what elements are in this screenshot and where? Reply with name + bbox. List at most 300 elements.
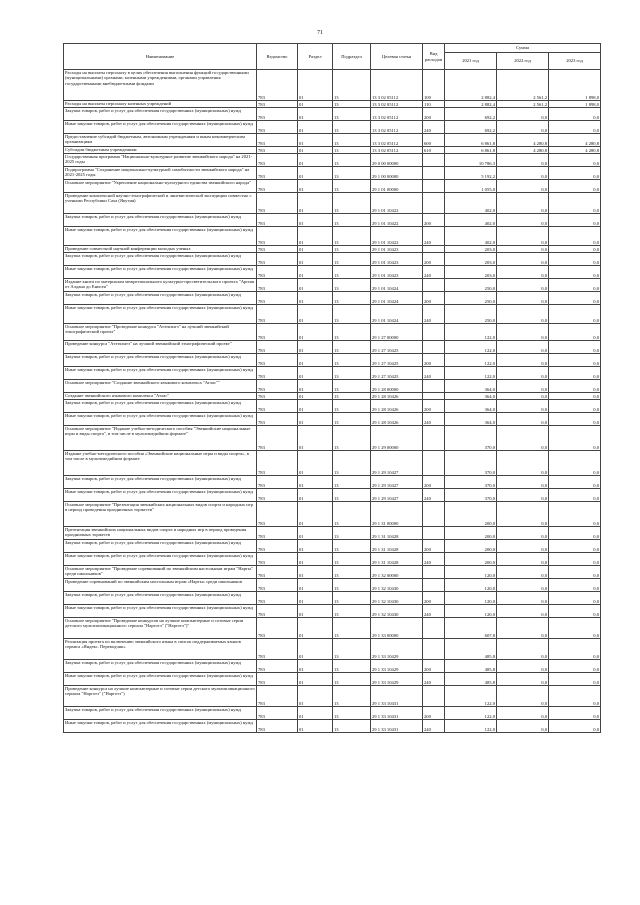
table-row — [64, 101, 601, 108]
row-tselevaya-statya: 29 1 32 10430 — [371, 605, 423, 618]
row-tselevaya-statya: 29 1 01 00000 — [371, 180, 423, 193]
row-tselevaya-statya: 29 1 31 10428 — [371, 540, 423, 553]
row-amount-2021: 485,8 — [445, 639, 497, 660]
row-amount-2023: 0,0 — [549, 502, 601, 527]
row-vedomstvo: 783 — [257, 686, 298, 707]
table-row — [64, 639, 601, 660]
row-tselevaya-statya: 29 1 33 10431 — [371, 720, 423, 733]
row-amount-2023: 0,0 — [549, 367, 601, 380]
row-razdel: 01 — [298, 292, 333, 305]
row-vid-raskhodov: 200 — [423, 292, 445, 305]
table-row — [64, 341, 601, 354]
row-name: Закупка товаров, работ и услуг для обеспечения государственных (муниципальных) нужд — [64, 592, 257, 605]
row-amount-2021: 370,0 — [445, 451, 497, 476]
row-tselevaya-statya: 29 1 01 10424 — [371, 305, 423, 324]
table-row — [64, 489, 601, 502]
table-row — [64, 305, 601, 324]
row-amount-2022: 0,0 — [497, 154, 549, 167]
table-row — [64, 154, 601, 167]
table-row — [64, 707, 601, 720]
row-razdel: 01 — [298, 426, 333, 451]
row-vid-raskhodov — [423, 618, 445, 639]
row-amount-2023: 0,0 — [549, 451, 601, 476]
row-podrazdel: 13 — [333, 180, 371, 193]
row-razdel: 01 — [298, 134, 333, 147]
row-razdel: 01 — [298, 639, 333, 660]
row-name: Проведение конкурса на лучшие компьютерные и сотовые серии детского мультипликационного сериала "Нарготэ" ("Нарготэ") — [64, 686, 257, 707]
row-amount-2023: 4 280,8 — [549, 134, 601, 147]
row-amount-2021: 122,0 — [445, 354, 497, 367]
row-amount-2023: 0,0 — [549, 266, 601, 279]
row-amount-2021: 5 192,2 — [445, 167, 497, 180]
row-amount-2021: 200,0 — [445, 540, 497, 553]
row-vid-raskhodov — [423, 566, 445, 579]
row-tselevaya-statya: 29 1 01 10423 — [371, 266, 423, 279]
row-vid-raskhodov: 200 — [423, 354, 445, 367]
row-amount-2022: 0,0 — [497, 413, 549, 426]
row-vedomstvo: 783 — [257, 413, 298, 426]
row-tselevaya-statya: 29 1 29 10427 — [371, 476, 423, 489]
row-tselevaya-statya: 29 1 01 10422 — [371, 193, 423, 214]
row-podrazdel: 13 — [333, 108, 371, 121]
row-amount-2023: 1 898,0 — [549, 101, 601, 108]
row-name: Закупка товаров, работ и услуг для обеспечения государственных (муниципальных) нужд — [64, 108, 257, 121]
row-razdel: 01 — [298, 227, 333, 246]
row-razdel: 01 — [298, 660, 333, 673]
row-podrazdel: 13 — [333, 660, 371, 673]
row-vedomstvo: 783 — [257, 253, 298, 266]
row-tselevaya-statya: 29 1 29 10427 — [371, 489, 423, 502]
row-razdel: 01 — [298, 147, 333, 154]
row-amount-2021: 364,0 — [445, 393, 497, 400]
table-row — [64, 527, 601, 540]
row-amount-2023: 0,0 — [549, 180, 601, 193]
row-razdel: 01 — [298, 400, 333, 413]
row-amount-2022: 2 561,2 — [497, 101, 549, 108]
header-vid-raskhodov: Вид расходов — [423, 44, 445, 70]
row-amount-2021: 370,0 — [445, 426, 497, 451]
table-row — [64, 686, 601, 707]
table-row — [64, 193, 601, 214]
row-vedomstvo: 783 — [257, 707, 298, 720]
row-amount-2022: 4 280,8 — [497, 134, 549, 147]
row-tselevaya-statya: 13 3 02 05112 — [371, 101, 423, 108]
row-amount-2023: 0,0 — [549, 489, 601, 502]
row-vedomstvo: 783 — [257, 502, 298, 527]
row-name: Проведение соревнований по эвенкийским настольным играм «Нарты» среди школьников — [64, 579, 257, 592]
row-razdel: 01 — [298, 253, 333, 266]
row-vid-raskhodov — [423, 341, 445, 354]
table-row — [64, 618, 601, 639]
row-razdel: 01 — [298, 618, 333, 639]
row-tselevaya-statya: 29 1 33 00000 — [371, 618, 423, 639]
row-razdel: 01 — [298, 246, 333, 253]
row-amount-2021: 122,0 — [445, 686, 497, 707]
row-vid-raskhodov: 200 — [423, 660, 445, 673]
row-vid-raskhodov: 200 — [423, 108, 445, 121]
row-podrazdel: 13 — [333, 167, 371, 180]
table-row — [64, 108, 601, 121]
row-vid-raskhodov: 240 — [423, 121, 445, 134]
row-name: Расходы на выплаты персоналу казенных учреждений — [64, 101, 257, 108]
row-vid-raskhodov: 200 — [423, 400, 445, 413]
row-podrazdel: 13 — [333, 592, 371, 605]
row-amount-2023: 0,0 — [549, 154, 601, 167]
table-row — [64, 292, 601, 305]
row-amount-2021: 2 882,4 — [445, 70, 497, 101]
row-amount-2021: 364,0 — [445, 380, 497, 393]
row-podrazdel: 13 — [333, 476, 371, 489]
row-name: Иные закупки товаров, работ и услуг для обеспечения государственных (муниципальных) нужд — [64, 489, 257, 502]
row-amount-2022: 0,0 — [497, 279, 549, 292]
row-amount-2022: 4 280,8 — [497, 147, 549, 154]
row-amount-2023: 0,0 — [549, 292, 601, 305]
row-vedomstvo: 783 — [257, 227, 298, 246]
header-year-2023: 2023 год — [549, 53, 601, 70]
row-amount-2023: 0,0 — [549, 167, 601, 180]
row-podrazdel: 13 — [333, 253, 371, 266]
row-tselevaya-statya: 29 1 28 10426 — [371, 400, 423, 413]
row-amount-2023: 0,0 — [549, 618, 601, 639]
row-amount-2023: 0,0 — [549, 707, 601, 720]
row-name: Закупка товаров, работ и услуг для обеспечения государственных (муниципальных) нужд — [64, 540, 257, 553]
row-vid-raskhodov — [423, 279, 445, 292]
row-vedomstvo: 783 — [257, 266, 298, 279]
row-vid-raskhodov — [423, 502, 445, 527]
row-amount-2022: 0,0 — [497, 639, 549, 660]
row-tselevaya-statya: 29 1 01 10424 — [371, 279, 423, 292]
row-amount-2023: 0,0 — [549, 660, 601, 673]
row-amount-2023: 1 898,0 — [549, 70, 601, 101]
row-amount-2023: 0,0 — [549, 253, 601, 266]
row-podrazdel: 13 — [333, 451, 371, 476]
row-vedomstvo: 783 — [257, 354, 298, 367]
row-vedomstvo: 783 — [257, 605, 298, 618]
row-amount-2023: 0,0 — [549, 413, 601, 426]
row-podrazdel: 13 — [333, 605, 371, 618]
row-name: Субсидии бюджетным учреждениям — [64, 147, 257, 154]
row-razdel: 01 — [298, 553, 333, 566]
row-vedomstvo: 783 — [257, 134, 298, 147]
row-vedomstvo: 783 — [257, 618, 298, 639]
row-name: Основное мероприятие "Создание эвенкийского языкового комплекса "Атлас"" — [64, 380, 257, 393]
row-vedomstvo: 783 — [257, 246, 298, 253]
row-amount-2022: 0,0 — [497, 707, 549, 720]
row-razdel: 01 — [298, 266, 333, 279]
row-vedomstvo: 783 — [257, 380, 298, 393]
row-podrazdel: 13 — [333, 101, 371, 108]
row-amount-2023: 0,0 — [549, 121, 601, 134]
row-tselevaya-statya: 29 1 27 10425 — [371, 354, 423, 367]
row-razdel: 01 — [298, 720, 333, 733]
header-vedomstvo: Ведомство — [257, 44, 298, 70]
row-amount-2021: 200,0 — [445, 553, 497, 566]
row-name: Реализация проекта по включению эвенкийского языка в список поддерживаемых языков сервиса «Яндекс. Переводчик» — [64, 639, 257, 660]
row-razdel: 01 — [298, 167, 333, 180]
row-tselevaya-statya: 29 1 27 10425 — [371, 367, 423, 380]
row-amount-2023: 0,0 — [549, 476, 601, 489]
row-vedomstvo: 783 — [257, 660, 298, 673]
row-amount-2022: 0,0 — [497, 253, 549, 266]
row-amount-2022: 0,0 — [497, 451, 549, 476]
row-tselevaya-statya: 29 1 32 10430 — [371, 592, 423, 605]
row-tselevaya-statya: 29 1 01 10422 — [371, 227, 423, 246]
row-vedomstvo: 783 — [257, 720, 298, 733]
row-name: Проведение комплексной научно-этнографической и лингвистической экспедиции совместно с учеными Республики Саха (Якутия) — [64, 193, 257, 214]
row-podrazdel: 13 — [333, 121, 371, 134]
row-vid-raskhodov: 240 — [423, 720, 445, 733]
row-amount-2022: 0,0 — [497, 354, 549, 367]
row-name: Закупка товаров, работ и услуг для обеспечения государственных (муниципальных) нужд — [64, 253, 257, 266]
row-razdel: 01 — [298, 108, 333, 121]
row-amount-2021: 692,2 — [445, 121, 497, 134]
row-amount-2021: 120,0 — [445, 579, 497, 592]
table-row — [64, 121, 601, 134]
row-vedomstvo: 783 — [257, 540, 298, 553]
table-row — [64, 180, 601, 193]
row-vid-raskhodov — [423, 393, 445, 400]
row-name: Подпрограмма "Сохранение национально-культурной самобытности эвенкийского народа" на 2021-2025 годы — [64, 167, 257, 180]
row-tselevaya-statya: 29 1 00 00000 — [371, 167, 423, 180]
row-amount-2023: 0,0 — [549, 553, 601, 566]
row-amount-2021: 2 882,4 — [445, 101, 497, 108]
row-podrazdel: 13 — [333, 540, 371, 553]
row-vid-raskhodov: 200 — [423, 214, 445, 227]
row-amount-2022: 0,0 — [497, 400, 549, 413]
row-razdel: 01 — [298, 70, 333, 101]
row-tselevaya-statya: 29 1 28 10426 — [371, 393, 423, 400]
row-vedomstvo: 783 — [257, 566, 298, 579]
row-podrazdel: 13 — [333, 305, 371, 324]
row-amount-2023: 0,0 — [549, 354, 601, 367]
table-row — [64, 380, 601, 393]
row-vedomstvo: 783 — [257, 553, 298, 566]
row-amount-2021: 370,0 — [445, 476, 497, 489]
row-tselevaya-statya: 13 3 02 05112 — [371, 70, 423, 101]
row-amount-2021: 250,0 — [445, 305, 497, 324]
row-vedomstvo: 783 — [257, 292, 298, 305]
row-amount-2021: 120,0 — [445, 566, 497, 579]
row-amount-2023: 0,0 — [549, 341, 601, 354]
row-razdel: 01 — [298, 502, 333, 527]
table-row — [64, 367, 601, 380]
header-summa: Сумма — [445, 44, 601, 53]
table-row — [64, 605, 601, 618]
row-amount-2021: 364,0 — [445, 400, 497, 413]
row-razdel: 01 — [298, 579, 333, 592]
table-header — [64, 44, 601, 70]
row-vid-raskhodov: 610 — [423, 147, 445, 154]
row-tselevaya-statya: 13 3 02 05112 — [371, 134, 423, 147]
row-vid-raskhodov — [423, 246, 445, 253]
row-podrazdel: 13 — [333, 579, 371, 592]
row-amount-2022: 0,0 — [497, 566, 549, 579]
row-amount-2023: 0,0 — [549, 426, 601, 451]
table-row — [64, 393, 601, 400]
row-vedomstvo: 783 — [257, 324, 298, 341]
row-amount-2021: 6 861,8 — [445, 147, 497, 154]
row-amount-2022: 0,0 — [497, 476, 549, 489]
row-podrazdel: 13 — [333, 134, 371, 147]
row-razdel: 01 — [298, 121, 333, 134]
row-amount-2021: 122,0 — [445, 707, 497, 720]
table-row — [64, 476, 601, 489]
row-razdel: 01 — [298, 341, 333, 354]
row-vid-raskhodov — [423, 193, 445, 214]
row-amount-2022: 0,0 — [497, 489, 549, 502]
row-podrazdel: 13 — [333, 618, 371, 639]
row-name: Проведение совместной научной конференции молодых ученых — [64, 246, 257, 253]
table-row — [64, 566, 601, 579]
row-vedomstvo: 783 — [257, 367, 298, 380]
row-vedomstvo: 783 — [257, 154, 298, 167]
row-name: Иные закупки товаров, работ и услуг для обеспечения государственных (муниципальных) нужд — [64, 413, 257, 426]
header-year-2022: 2022 год — [497, 53, 549, 70]
row-amount-2021: 120,0 — [445, 592, 497, 605]
row-vedomstvo: 783 — [257, 121, 298, 134]
row-name: Закупка товаров, работ и услуг для обеспечения государственных (муниципальных) нужд — [64, 400, 257, 413]
table-row — [64, 502, 601, 527]
row-tselevaya-statya: 29 1 32 10430 — [371, 579, 423, 592]
row-amount-2022: 0,0 — [497, 246, 549, 253]
row-tselevaya-statya: 29 1 01 10423 — [371, 253, 423, 266]
row-amount-2023: 0,0 — [549, 324, 601, 341]
row-podrazdel: 13 — [333, 553, 371, 566]
row-podrazdel: 13 — [333, 527, 371, 540]
row-razdel: 01 — [298, 380, 333, 393]
row-tselevaya-statya: 29 1 27 00000 — [371, 324, 423, 341]
row-amount-2022: 0,0 — [497, 502, 549, 527]
row-amount-2021: 122,0 — [445, 341, 497, 354]
table-row — [64, 553, 601, 566]
row-vid-raskhodov: 200 — [423, 707, 445, 720]
table-row — [64, 167, 601, 180]
row-podrazdel: 13 — [333, 354, 371, 367]
table-row — [64, 540, 601, 553]
row-tselevaya-statya: 29 1 33 10431 — [371, 707, 423, 720]
row-vedomstvo: 783 — [257, 147, 298, 154]
row-podrazdel: 13 — [333, 426, 371, 451]
row-vedomstvo: 783 — [257, 400, 298, 413]
row-podrazdel: 13 — [333, 489, 371, 502]
row-razdel: 01 — [298, 476, 333, 489]
row-tselevaya-statya: 29 1 32 00000 — [371, 566, 423, 579]
row-amount-2022: 0,0 — [497, 292, 549, 305]
row-amount-2023: 0,0 — [549, 579, 601, 592]
row-podrazdel: 13 — [333, 324, 371, 341]
row-amount-2022: 0,0 — [497, 341, 549, 354]
row-tselevaya-statya: 29 1 33 10431 — [371, 686, 423, 707]
row-vedomstvo: 783 — [257, 489, 298, 502]
row-amount-2023: 0,0 — [549, 540, 601, 553]
row-name: Издание учебно-методического пособия «Эвенкийские национальные игры и виды спорта», в том числе в мультимедийном формате — [64, 451, 257, 476]
row-tselevaya-statya: 29 1 33 10429 — [371, 673, 423, 686]
row-vedomstvo: 783 — [257, 527, 298, 540]
row-vedomstvo: 783 — [257, 70, 298, 101]
row-name: Закупка товаров, работ и услуг для обеспечения государственных (муниципальных) нужд — [64, 214, 257, 227]
row-amount-2022: 0,0 — [497, 605, 549, 618]
row-podrazdel: 13 — [333, 227, 371, 246]
row-podrazdel: 13 — [333, 147, 371, 154]
row-amount-2022: 0,0 — [497, 193, 549, 214]
row-tselevaya-statya: 29 1 31 10428 — [371, 553, 423, 566]
row-razdel: 01 — [298, 367, 333, 380]
row-amount-2023: 0,0 — [549, 566, 601, 579]
row-razdel: 01 — [298, 605, 333, 618]
row-vid-raskhodov — [423, 167, 445, 180]
row-amount-2022: 0,0 — [497, 553, 549, 566]
row-vedomstvo: 783 — [257, 167, 298, 180]
row-vid-raskhodov: 240 — [423, 305, 445, 324]
row-name: Основное мероприятие "Презентация эвенкийских национальных видов спорта и народных игр в период проведения праздничных торжеств" — [64, 502, 257, 527]
row-amount-2022: 0,0 — [497, 108, 549, 121]
row-podrazdel: 13 — [333, 413, 371, 426]
row-name: Иные закупки товаров, работ и услуг для обеспечения государственных (муниципальных) нужд — [64, 121, 257, 134]
table-row — [64, 253, 601, 266]
row-podrazdel: 13 — [333, 279, 371, 292]
row-amount-2023: 0,0 — [549, 393, 601, 400]
row-name: Создание эвенкийского языкового комплекса "Атлас" — [64, 393, 257, 400]
row-amount-2023: 0,0 — [549, 673, 601, 686]
row-vid-raskhodov: 240 — [423, 553, 445, 566]
row-vid-raskhodov: 200 — [423, 540, 445, 553]
header-year-2021: 2021 год — [445, 53, 497, 70]
row-amount-2022: 0,0 — [497, 579, 549, 592]
row-vedomstvo: 783 — [257, 101, 298, 108]
row-amount-2021: 485,8 — [445, 673, 497, 686]
row-vid-raskhodov: 110 — [423, 101, 445, 108]
row-podrazdel: 13 — [333, 639, 371, 660]
row-amount-2022: 0,0 — [497, 527, 549, 540]
table-body — [64, 70, 601, 733]
table-row — [64, 324, 601, 341]
row-name: Расходы на выплаты персоналу в целях обеспечения выполнения функций государственными (муниципальными) органами, казенными учреждениями, органами управления государственными внебюджетными фондами — [64, 70, 257, 101]
row-razdel: 01 — [298, 592, 333, 605]
row-name: Иные закупки товаров, работ и услуг для обеспечения государственных (муниципальных) нужд — [64, 227, 257, 246]
row-amount-2021: 203,0 — [445, 253, 497, 266]
row-razdel: 01 — [298, 707, 333, 720]
row-amount-2022: 0,0 — [497, 393, 549, 400]
row-vedomstvo: 783 — [257, 214, 298, 227]
row-vedomstvo: 783 — [257, 673, 298, 686]
header-name: Наименование — [64, 44, 257, 70]
row-vid-raskhodov: 200 — [423, 476, 445, 489]
row-amount-2022: 0,0 — [497, 367, 549, 380]
budget-table — [63, 43, 601, 733]
header-tselevaya-statya: Целевая статья — [371, 44, 423, 70]
row-podrazdel: 13 — [333, 673, 371, 686]
row-amount-2022: 0,0 — [497, 180, 549, 193]
row-amount-2023: 0,0 — [549, 400, 601, 413]
row-vedomstvo: 783 — [257, 341, 298, 354]
row-amount-2021: 122,0 — [445, 720, 497, 733]
row-amount-2023: 0,0 — [549, 592, 601, 605]
row-amount-2021: 402,0 — [445, 193, 497, 214]
row-vid-raskhodov — [423, 639, 445, 660]
row-vedomstvo: 783 — [257, 451, 298, 476]
row-razdel: 01 — [298, 354, 333, 367]
row-razdel: 01 — [298, 489, 333, 502]
row-amount-2022: 0,0 — [497, 305, 549, 324]
row-amount-2021: 370,0 — [445, 489, 497, 502]
table-row — [64, 279, 601, 292]
row-podrazdel: 13 — [333, 400, 371, 413]
row-podrazdel: 13 — [333, 214, 371, 227]
row-amount-2023: 0,0 — [549, 380, 601, 393]
row-name: Основное мероприятие "Проведение соревнований по эвенкийским настольным играм "Нарты" среди школьников" — [64, 566, 257, 579]
row-amount-2021: 120,0 — [445, 605, 497, 618]
row-razdel: 01 — [298, 324, 333, 341]
